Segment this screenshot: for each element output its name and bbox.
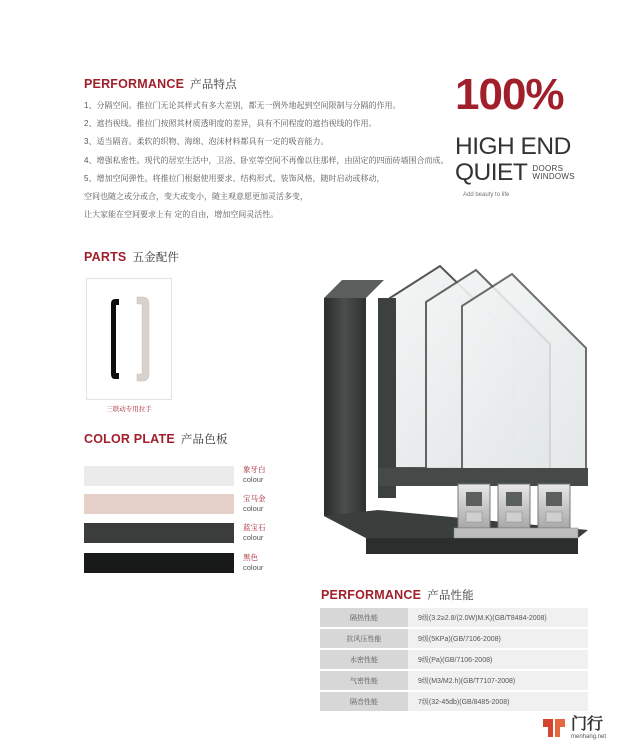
performance-item: 1、分隔空间。推拉门无论其样式有多大差别，都无一例外地起到空间限制与分隔的作用。 <box>84 101 401 110</box>
performance-item: 空间也随之或分或合，变大或变小，随主观意愿更加灵活多变， <box>84 191 308 201</box>
hero-doors: DOORS <box>532 163 564 173</box>
spec-key: 气密性能 <box>320 671 408 690</box>
hero-windows: WINDOWS <box>532 172 575 181</box>
color-swatch <box>84 466 234 486</box>
spec-value: 7级(32-45db)(GB/8485-2008) <box>408 692 588 711</box>
performance-item: 让大家能在空间要求上有 定的自由，增加空间灵活性。 <box>84 210 279 220</box>
table-row <box>320 650 588 669</box>
swatch-label: 黑色 colour <box>243 553 264 572</box>
window-profile-image <box>318 258 608 568</box>
hero-row-quiet <box>455 160 625 186</box>
logo-name: 门行 <box>571 715 604 733</box>
performance-title: PERFORMANCE 产品特点 <box>84 77 237 91</box>
logo-icon <box>541 715 567 741</box>
site-logo <box>541 715 606 741</box>
spec-value: 9级(Pa)(GB/7106-2008) <box>408 650 588 669</box>
color-plate-title: COLOR PLATE 产品色板 <box>84 432 228 446</box>
table-row <box>320 692 588 711</box>
performance-item: 3、适当隔音。柔软的织物、海绵、泡沫材料都具有一定的吸音能力。 <box>84 137 329 147</box>
table-row <box>320 671 588 690</box>
performance-item: 5、增加空间弹性。将推拉门根据使用要求、结构形式、装饰风格，随时启动或移动， <box>84 173 385 183</box>
parts-caption: 三联动专用拉手 <box>106 406 152 413</box>
spec-value: 9级(3.2≥2.8/(2.0W)M.K)(GB/T8484-2008) <box>408 608 588 627</box>
hero-doors-windows <box>532 165 575 182</box>
hero-percent: 100% <box>455 70 564 119</box>
door-handle-icon <box>87 279 171 399</box>
performance-spec-title: PERFORMANCE 产品性能 <box>321 588 474 602</box>
performance-item: 2、遮挡视线。推拉门按照其材质透明度的差异，具有不同程度的遮挡视线的作用。 <box>84 119 377 129</box>
spec-key: 隔热性能 <box>320 608 408 627</box>
spec-value: 9级(M3/M2.h)(GB/T7107-2008) <box>408 671 588 690</box>
hero-line-high-end: HIGH END <box>455 133 571 160</box>
logo-url: menhang.net <box>571 733 607 740</box>
swatch-label: 宝马金 colour <box>243 494 266 513</box>
spec-key: 抗风压性能 <box>320 629 408 648</box>
swatch-label: 象牙白 colour <box>243 465 266 484</box>
table-row <box>320 629 588 648</box>
color-swatch <box>84 523 234 543</box>
performance-spec-table <box>320 606 588 713</box>
hero-tagline: Add beauty to life <box>463 192 510 198</box>
hero-slogan <box>455 70 625 198</box>
parts-title: PARTS 五金配件 <box>84 250 180 264</box>
performance-list <box>84 101 464 228</box>
spec-value: 9级(5KPa)(GB/7106-2008) <box>408 629 588 648</box>
spec-key: 水密性能 <box>320 650 408 669</box>
color-swatch <box>84 553 234 573</box>
spec-key: 隔音性能 <box>320 692 408 711</box>
color-swatch <box>84 494 234 514</box>
table-row <box>320 608 588 627</box>
hero-line-quiet: QUIET <box>455 159 528 186</box>
handle-image <box>86 278 172 400</box>
swatch-label: 蓝宝石 colour <box>243 523 266 542</box>
performance-item: 4、增强私密性。现代的居室生活中，卫浴、卧室等空间不再像以往那样，由固定的四面砖墙围合而成。 <box>84 155 449 165</box>
